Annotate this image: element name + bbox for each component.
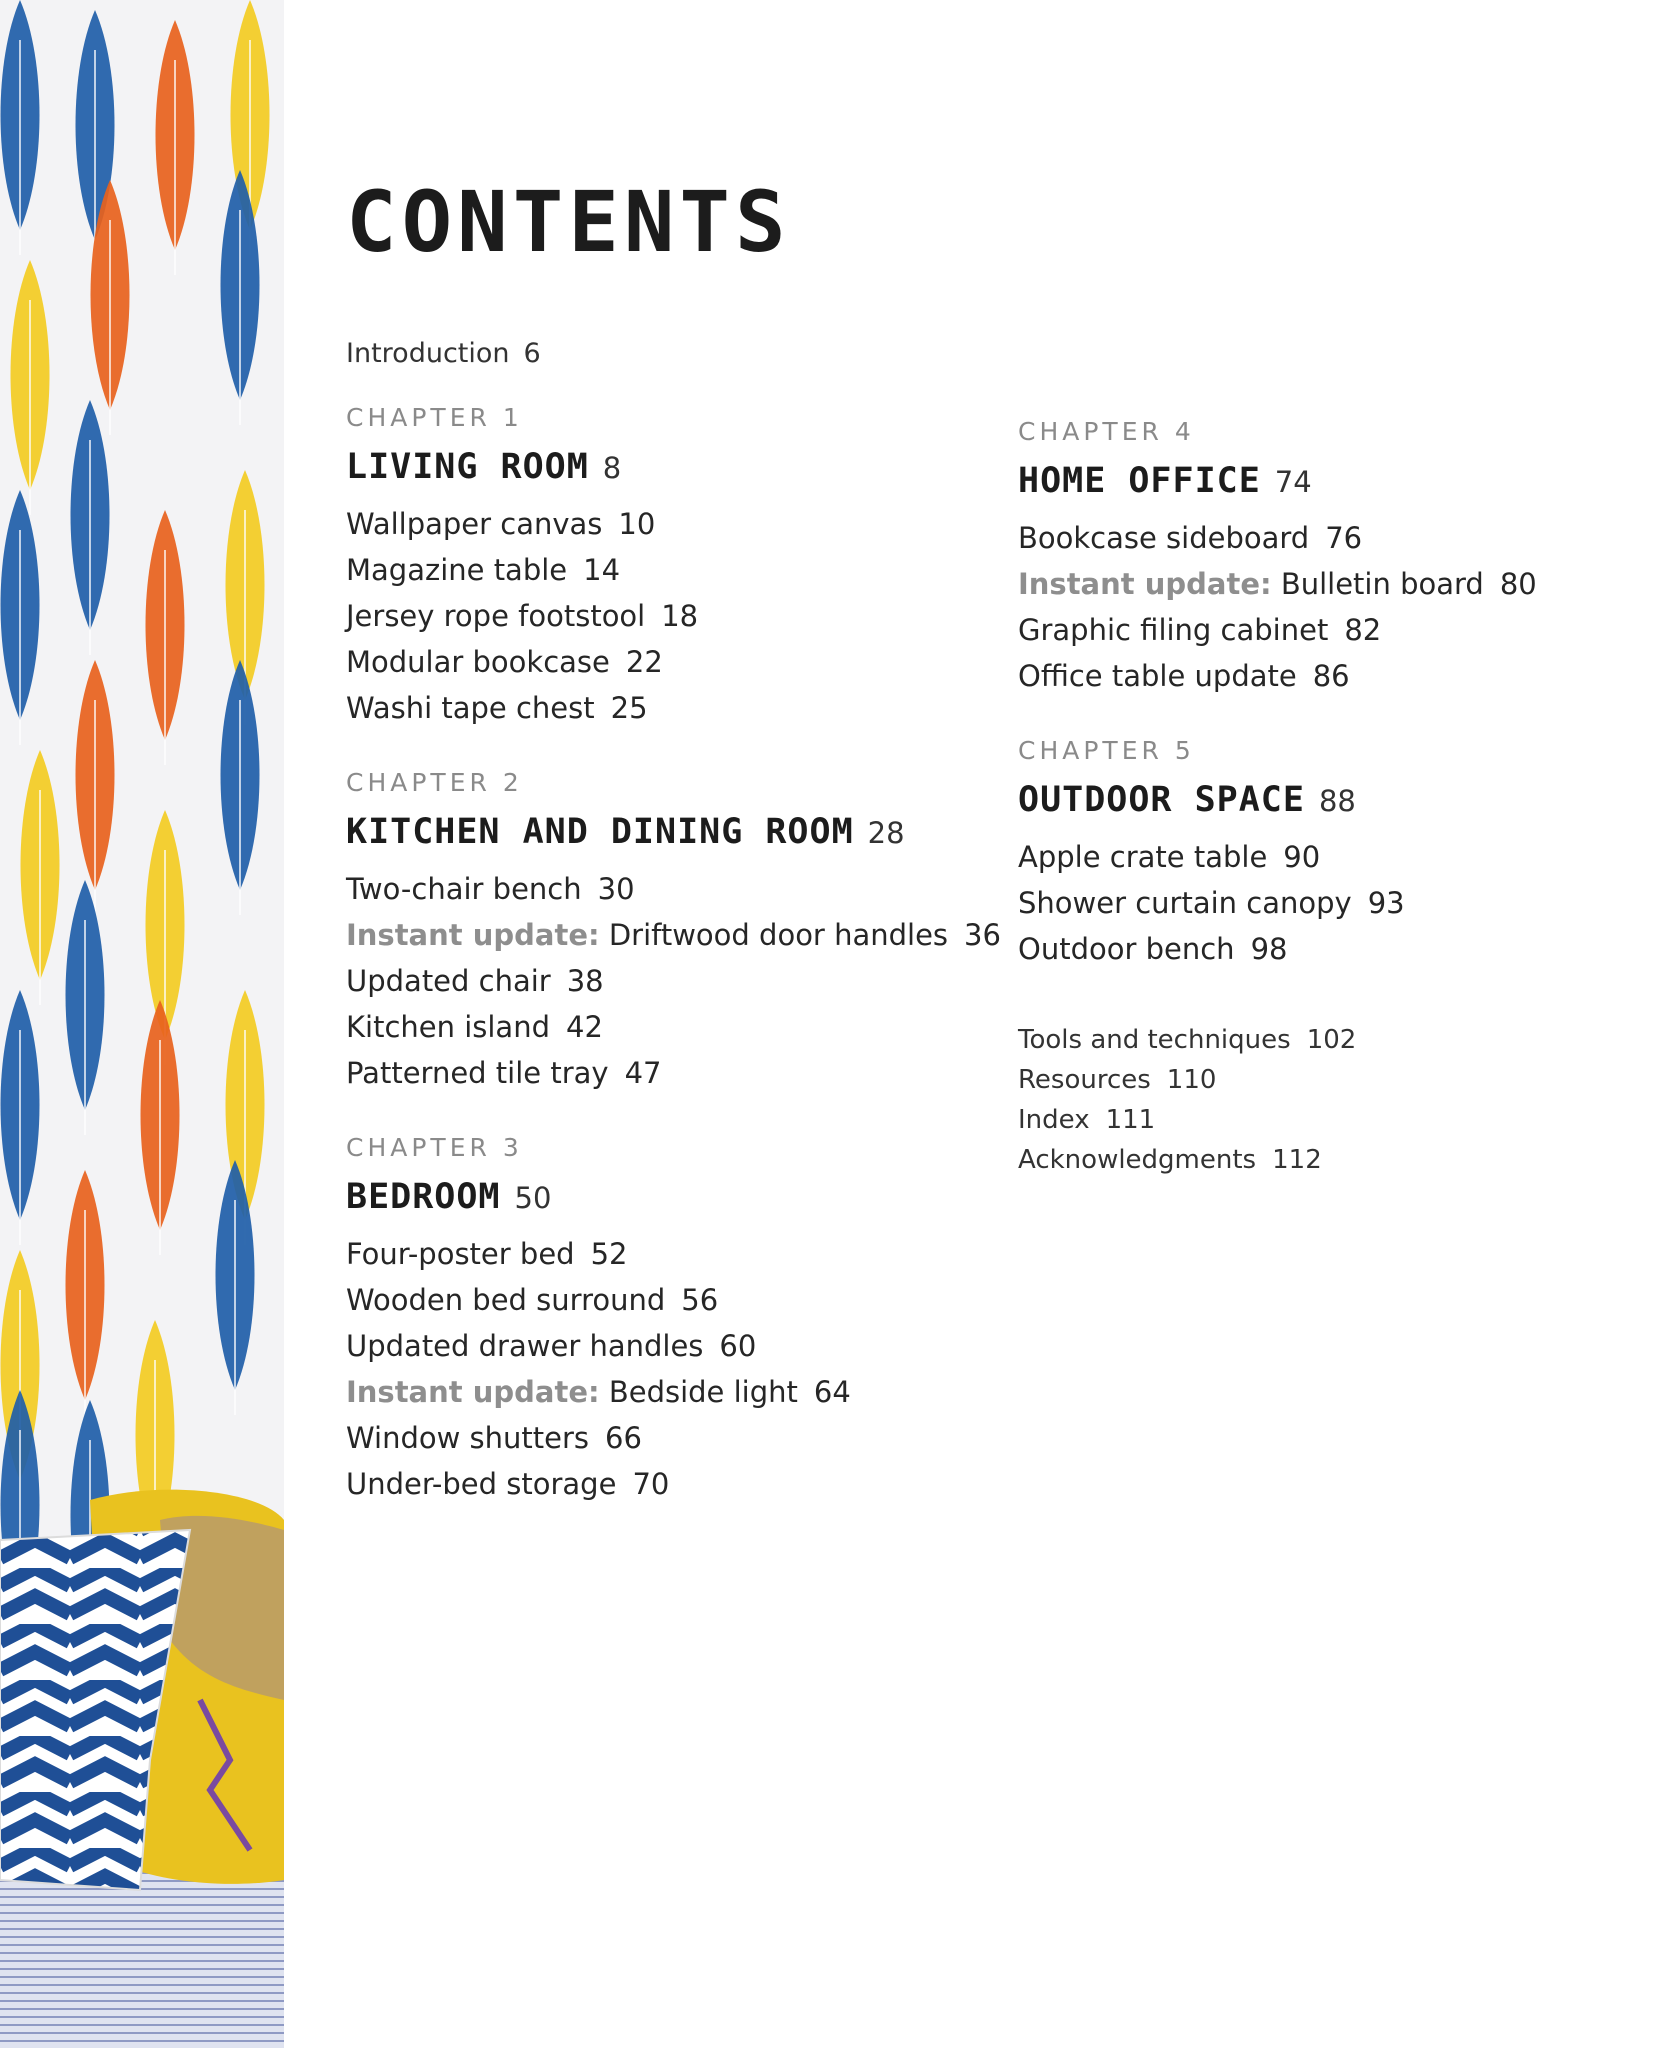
back-matter-text: Acknowledgments xyxy=(1018,1145,1257,1175)
contents-left-column xyxy=(346,333,1001,1507)
chapter-section xyxy=(346,399,986,731)
feather-wallpaper-photo xyxy=(0,0,284,2048)
introduction-page: 6 xyxy=(523,338,541,369)
entry-page: 60 xyxy=(719,1329,757,1363)
entry-page: 30 xyxy=(597,872,635,906)
toc-entry[interactable] xyxy=(346,685,986,731)
entry-text: Two-chair bench xyxy=(346,872,582,906)
toc-entry[interactable] xyxy=(346,501,986,547)
chapter-page: 74 xyxy=(1274,465,1312,499)
entry-text: Under-bed storage xyxy=(346,1467,617,1501)
entry-page: 76 xyxy=(1325,521,1363,555)
chapter-title-entry[interactable] xyxy=(1018,770,1655,830)
toc-entry[interactable] xyxy=(346,1050,986,1096)
back-matter-item[interactable] xyxy=(1018,1020,1655,1060)
back-matter-text: Tools and techniques xyxy=(1018,1025,1291,1055)
entry-text: Magazine table xyxy=(346,553,568,587)
entry-text: Driftwood door handles xyxy=(608,918,949,952)
entry-page: 42 xyxy=(566,1010,603,1044)
chapter-entries xyxy=(346,1231,986,1507)
entry-text: Patterned tile tray xyxy=(346,1056,609,1090)
entry-text: Updated chair xyxy=(346,964,551,998)
toc-entry[interactable] xyxy=(346,639,986,685)
chapter-label: CHAPTER 4 xyxy=(1018,417,1195,446)
entry-text: Washi tape chest xyxy=(346,691,595,725)
chapter-entries xyxy=(346,501,986,731)
entry-text: Outdoor bench xyxy=(1018,932,1235,966)
toc-entry[interactable] xyxy=(346,1369,986,1415)
chapter-label: CHAPTER 1 xyxy=(346,403,523,432)
entry-page: 98 xyxy=(1250,932,1288,966)
entry-text: Four-poster bed xyxy=(346,1237,575,1271)
toc-entry[interactable] xyxy=(346,547,986,593)
chapter-title: BEDROOM xyxy=(346,1177,501,1217)
back-matter-text: Index xyxy=(1018,1105,1090,1135)
contents-right-column xyxy=(1018,413,1655,1180)
entry-text: Modular bookcase xyxy=(346,645,610,679)
entry-page: 10 xyxy=(618,507,656,541)
bench-seat xyxy=(0,1860,284,2048)
entry-text: Wooden bed surround xyxy=(346,1283,666,1317)
toc-entry[interactable] xyxy=(1018,515,1655,561)
instant-update-tag: Instant update: xyxy=(346,1375,600,1409)
chapter-label: CHAPTER 2 xyxy=(346,768,523,797)
entry-text: Bedside light xyxy=(608,1375,798,1409)
entry-page: 25 xyxy=(610,691,648,725)
entry-page: 70 xyxy=(632,1467,670,1501)
chapter-entries xyxy=(1018,515,1655,699)
toc-entry[interactable] xyxy=(1018,926,1655,972)
entry-page: 80 xyxy=(1499,567,1537,601)
introduction-entry[interactable] xyxy=(346,333,986,375)
back-matter-item[interactable] xyxy=(1018,1060,1655,1100)
introduction-label: Introduction xyxy=(346,338,510,369)
entry-text: Updated drawer handles xyxy=(346,1329,704,1363)
chapter-entries xyxy=(1018,834,1655,972)
entry-page: 18 xyxy=(661,599,699,633)
chapter-section xyxy=(346,764,1001,1096)
toc-entry[interactable] xyxy=(346,1415,986,1461)
back-matter-page: 102 xyxy=(1306,1025,1357,1055)
toc-entry[interactable] xyxy=(346,1231,986,1277)
chapter-title-entry[interactable] xyxy=(346,802,986,862)
chapter-title: OUTDOOR SPACE xyxy=(1018,780,1305,820)
back-matter-text: Resources xyxy=(1018,1065,1151,1095)
entry-text: Jersey rope footstool xyxy=(346,599,646,633)
entry-text: Shower curtain canopy xyxy=(1018,886,1352,920)
entry-text: Apple crate table xyxy=(1018,840,1268,874)
toc-entry[interactable] xyxy=(346,593,986,639)
entry-text: Window shutters xyxy=(346,1421,590,1455)
toc-entry[interactable] xyxy=(346,1277,986,1323)
entry-text: Kitchen island xyxy=(346,1010,550,1044)
entry-page: 90 xyxy=(1283,840,1321,874)
entry-page: 38 xyxy=(566,964,604,998)
toc-entry[interactable] xyxy=(1018,653,1655,699)
chapter-page: 8 xyxy=(602,451,622,485)
toc-entry[interactable] xyxy=(1018,880,1655,926)
page-title: CONTENTS xyxy=(346,173,791,271)
entry-page: 52 xyxy=(590,1237,628,1271)
chapter-title: LIVING ROOM xyxy=(346,447,589,487)
back-matter-page: 112 xyxy=(1272,1145,1322,1175)
entry-text: Wallpaper canvas xyxy=(346,507,603,541)
entry-page: 66 xyxy=(605,1421,642,1455)
back-matter-list xyxy=(1018,1020,1655,1180)
chapter-label: CHAPTER 3 xyxy=(346,1133,523,1162)
entry-text: Bulletin board xyxy=(1280,567,1484,601)
chapter-label: CHAPTER 5 xyxy=(1018,736,1195,765)
chapter-page: 88 xyxy=(1318,784,1356,818)
chapter-page: 28 xyxy=(867,816,905,850)
entry-text: Office table update xyxy=(1018,659,1297,693)
instant-update-tag: Instant update: xyxy=(346,918,600,952)
entry-page: 14 xyxy=(583,553,621,587)
entry-page: 82 xyxy=(1344,613,1382,647)
back-matter-page: 111 xyxy=(1105,1105,1156,1135)
entry-text: Bookcase sideboard xyxy=(1018,521,1310,555)
chapter-section xyxy=(1018,732,1655,972)
back-matter-page: 110 xyxy=(1166,1065,1217,1095)
entry-page: 22 xyxy=(625,645,663,679)
entry-page: 56 xyxy=(681,1283,719,1317)
toc-entry[interactable] xyxy=(346,912,1001,958)
chapter-title-entry[interactable] xyxy=(1018,451,1655,511)
toc-entry[interactable] xyxy=(346,1323,986,1369)
feather-wallpaper-and-cushions-image xyxy=(0,0,284,2048)
chapter-title-entry[interactable] xyxy=(346,1167,986,1227)
back-matter-item[interactable] xyxy=(1018,1140,1655,1180)
instant-update-tag: Instant update: xyxy=(1018,567,1272,601)
entry-page: 64 xyxy=(813,1375,851,1409)
back-matter-item[interactable] xyxy=(1018,1100,1655,1140)
entry-page: 86 xyxy=(1312,659,1350,693)
chapter-section xyxy=(1018,413,1655,699)
toc-entry[interactable] xyxy=(346,958,986,1004)
chapter-entries xyxy=(346,866,1001,1096)
entry-text: Graphic filing cabinet xyxy=(1018,613,1329,647)
toc-entry[interactable] xyxy=(1018,834,1655,880)
toc-entry[interactable] xyxy=(1018,607,1655,653)
chapter-section xyxy=(346,1129,986,1507)
toc-entry[interactable] xyxy=(346,866,986,912)
toc-entry[interactable] xyxy=(1018,561,1655,607)
chapter-title-entry[interactable] xyxy=(346,437,986,497)
toc-entry[interactable] xyxy=(346,1004,986,1050)
toc-entry[interactable] xyxy=(346,1461,986,1507)
entry-page: 93 xyxy=(1367,886,1405,920)
chapter-title: HOME OFFICE xyxy=(1018,461,1261,501)
chapter-title: KITCHEN AND DINING ROOM xyxy=(346,812,854,852)
entry-page: 36 xyxy=(964,918,1001,952)
chapter-page: 50 xyxy=(514,1181,552,1215)
entry-page: 47 xyxy=(624,1056,662,1090)
